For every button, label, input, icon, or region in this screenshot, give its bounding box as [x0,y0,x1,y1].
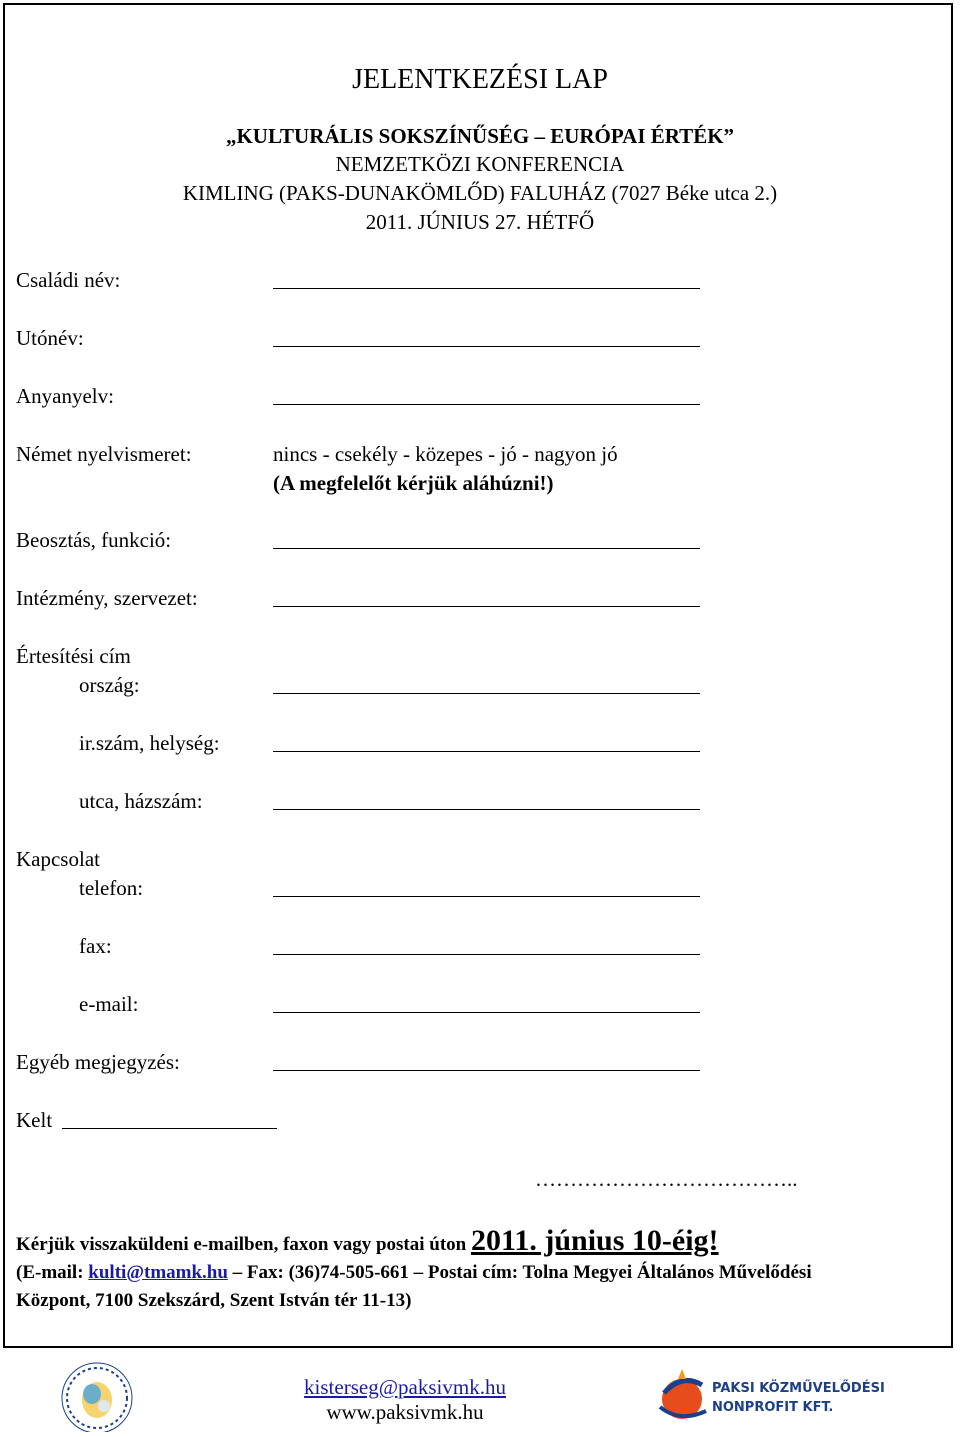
german-level-note: (A megfelelőt kérjük aláhúzni!) [273,471,554,495]
other-notes-field[interactable] [273,1070,700,1071]
return-note-text: Kérjük visszaküldeni e-mailben, faxon vagy postai úton [16,1234,467,1255]
kulti-email-link[interactable]: kulti@tmamk.hu [88,1262,228,1283]
zip-city-label: ir.szám, helység: [79,731,220,755]
event-date: 2011. JÚNIUS 27. HÉTFŐ [365,210,595,234]
german-level-label: Német nyelvismeret: [16,442,192,466]
country-label: ország: [79,673,140,697]
position-field[interactable] [273,548,700,549]
family-name-field[interactable] [273,288,700,289]
family-name-label: Családi név: [16,268,121,292]
fax-field[interactable] [273,954,700,955]
event-venue: KIMLING (PAKS-DUNAKÖMLŐD) FALUHÁZ (7027 Béke utca 2.) [182,181,778,205]
paksi-logo-line2: NONPROFIT KFT. [712,1400,834,1415]
address-heading: Értesítési cím [16,644,131,668]
first-name-field[interactable] [273,346,700,347]
phone-label: telefon: [79,876,144,900]
email-field[interactable] [273,1012,700,1013]
event-type: NEMZETKÖZI KONFERENCIA [335,152,625,176]
email-prefix: (E-mail: [16,1262,84,1283]
other-notes-label: Egyéb megjegyzés: [16,1050,180,1074]
street-label: utca, házszám: [79,789,203,813]
street-field[interactable] [273,809,700,810]
mother-tongue-field[interactable] [273,404,700,405]
institution-field[interactable] [273,606,700,607]
mother-tongue-label: Anyanyelv: [16,384,114,408]
email-label: e-mail: [79,992,139,1016]
phone-field[interactable] [273,896,700,897]
institution-label: Intézmény, szervezet: [16,586,198,610]
country-field[interactable] [273,693,700,694]
return-note-line2 [16,1262,812,1284]
paksivmk-email-link[interactable]: kisterseg@paksivmk.hu [304,1375,506,1399]
signature-line[interactable]: ……………………………….. [535,1167,798,1191]
paksi-sun-logo-icon [652,1363,712,1431]
page-title: JELENTKEZÉSI LAP [352,64,608,95]
footer-website: www.paksivmk.hu [326,1400,484,1424]
fax-and-address: – Fax: (36)74-505-661 – Postai cím: Tolna Megyei Általános Művelődési [232,1262,812,1283]
event-name: „KULTURÁLIS SOKSZÍNŰSÉG – EURÓPAI ÉRTÉK” [225,124,735,148]
first-name-label: Utónév: [16,326,84,350]
return-note-line3: Központ, 7100 Szekszárd, Szent István tér 11-13) [16,1290,412,1311]
german-level-options[interactable]: nincs - csekély - közepes - jó - nagyon jó [273,442,618,466]
dated-field[interactable] [62,1128,277,1129]
position-label: Beosztás, funkció: [16,528,172,552]
fax-label: fax: [79,934,112,958]
contact-heading: Kapcsolat [16,847,100,871]
dated-label: Kelt [16,1108,53,1132]
deadline: 2011. június 10-éig! [471,1224,719,1257]
zip-city-field[interactable] [273,751,700,752]
paksi-logo-line1: PAKSI KÖZMŰVELŐDÉSI [712,1381,885,1396]
return-note-line1 [16,1224,719,1258]
